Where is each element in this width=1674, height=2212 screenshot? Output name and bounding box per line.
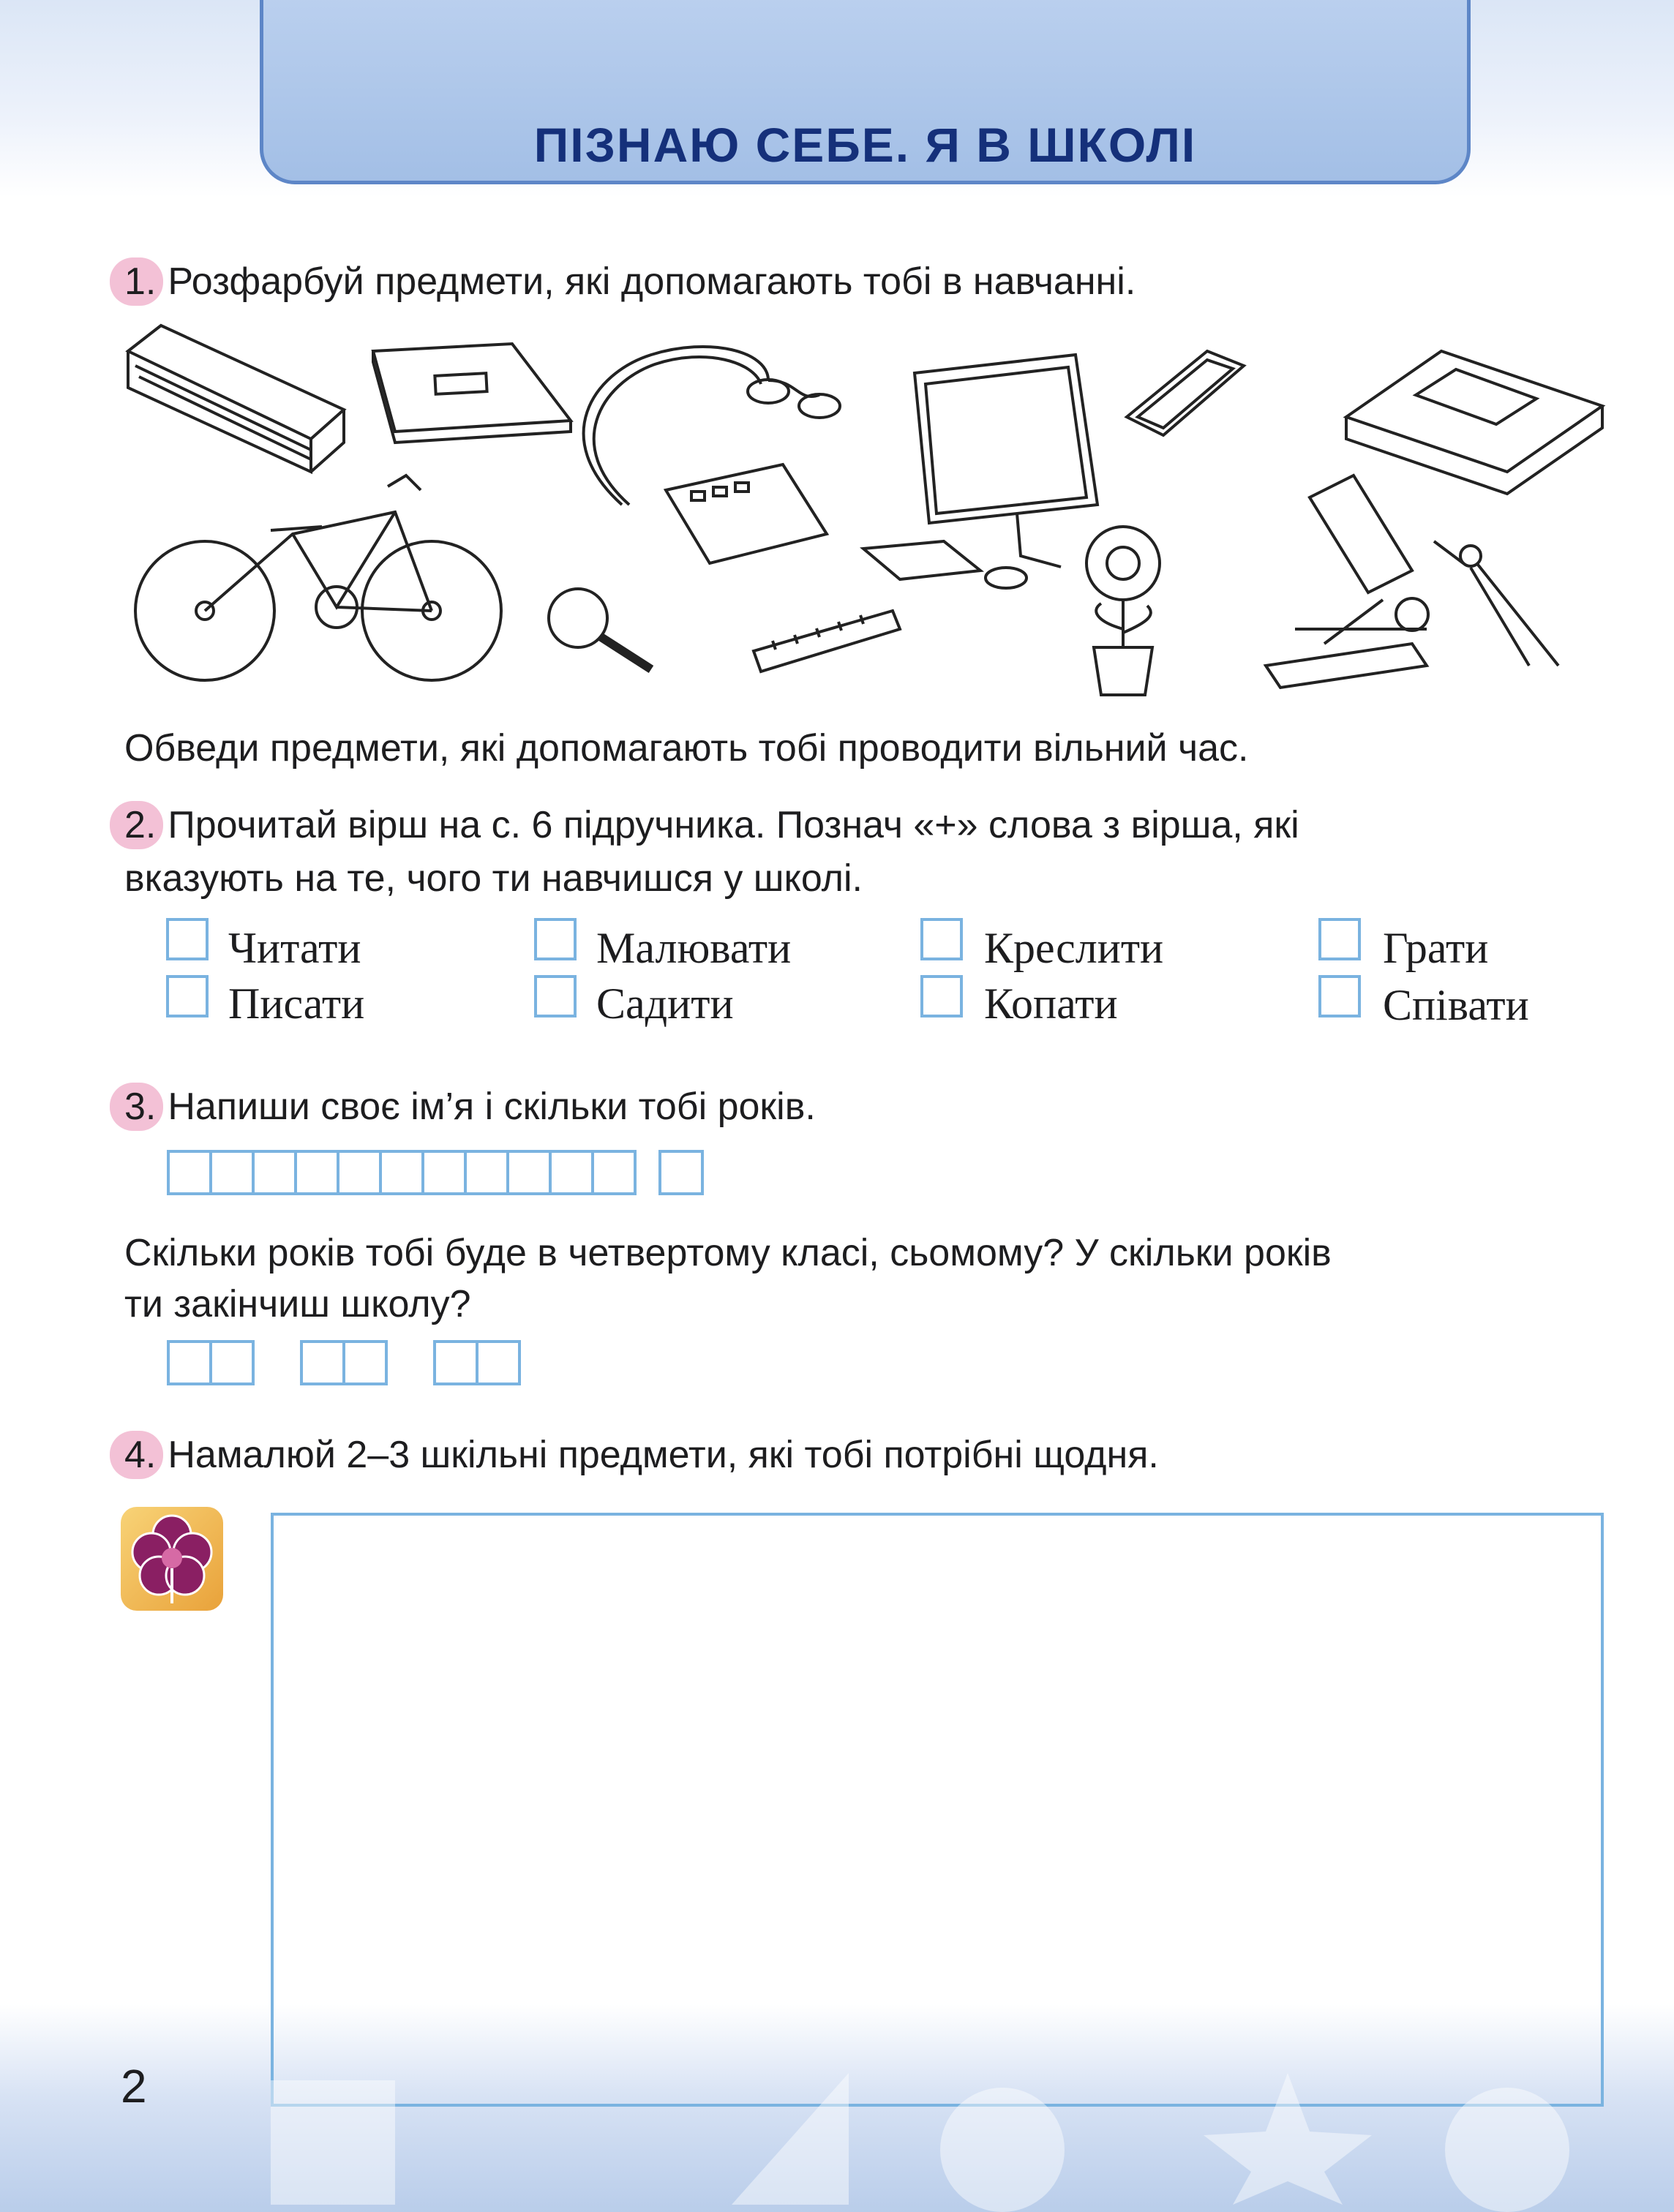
task-3-number: 3. (110, 1083, 163, 1131)
task-1-text: Розфарбуй предмети, які допомагають тобі в навчанні. (168, 260, 1136, 303)
task-4-text: Намалюй 2–3 шкільні предмети, які тобі потрібні щодня. (168, 1434, 1159, 1476)
flower-pot-icon[interactable] (1086, 527, 1160, 695)
checkbox-kreslyty[interactable] (920, 918, 963, 960)
textbook-icon[interactable] (1346, 351, 1602, 494)
page-title: ПІЗНАЮ СЕБЕ. Я В ШКОЛІ (533, 118, 1197, 172)
page-number: 2 (121, 2060, 147, 2113)
age-4th-grade-cells[interactable] (167, 1340, 252, 1385)
checkbox-pysaty[interactable] (166, 975, 209, 1017)
task-1-heading (110, 257, 1136, 306)
task-1-followup: Обведи предмети, які допомагають тобі проводити вільний час. (124, 727, 1249, 770)
task-3-text: Напиши своє ім’я і скільки тобі років. (168, 1086, 816, 1128)
task-2-heading (110, 801, 1299, 849)
word-maliuvaty: Малювати (596, 924, 792, 972)
notebook-icon[interactable] (373, 344, 571, 443)
name-input-cells[interactable] (167, 1150, 634, 1195)
word-sadyty: Садити (596, 979, 734, 1028)
checkbox-spivaty[interactable] (1318, 975, 1361, 1017)
word-spivaty: Співати (1383, 981, 1529, 1029)
task-4-heading (110, 1431, 1159, 1479)
task-1-number: 1. (110, 257, 163, 306)
age-7th-grade-cells[interactable] (300, 1340, 385, 1385)
tablet-icon[interactable] (666, 464, 827, 563)
checkbox-hraty[interactable] (1318, 918, 1361, 960)
checkbox-sadyty[interactable] (534, 975, 577, 1017)
flower-badge-icon (121, 1507, 223, 1611)
decorative-shapes (0, 1993, 1674, 2212)
keyboard-icon[interactable] (863, 541, 1026, 588)
monitor-icon[interactable] (915, 355, 1097, 567)
compass-icon[interactable] (1434, 541, 1558, 666)
task-3-heading (110, 1083, 816, 1131)
bicycle-icon[interactable] (135, 475, 501, 680)
task-2-line-2: вказують на те, чого ти навчишся у школі. (124, 857, 863, 900)
ruler-icon[interactable] (754, 611, 900, 672)
task-2-line-1: Прочитай вірш на с. 6 підручника. Познач «+» слова з вірша, які (168, 804, 1299, 846)
checkbox-kopaty[interactable] (920, 975, 963, 1017)
task-4-number: 4. (110, 1431, 163, 1479)
age-graduation-cells[interactable] (433, 1340, 518, 1385)
word-hraty: Грати (1383, 924, 1489, 972)
book-icon[interactable] (128, 326, 344, 472)
task-3-question-line-1: Скільки років тобі буде в четвертому класі, сьомому? У скільки років (124, 1232, 1332, 1274)
school-items-illustration (124, 322, 1610, 702)
age-input-cell[interactable] (658, 1150, 701, 1195)
checkbox-maliuvaty[interactable] (534, 918, 577, 960)
word-chytaty: Читати (228, 924, 361, 972)
microscope-icon[interactable] (1266, 475, 1428, 688)
task-3-question-line-2: ти закінчиш школу? (124, 1283, 471, 1325)
checkbox-chytaty[interactable] (166, 918, 209, 960)
word-kreslyty: Креслити (984, 924, 1164, 972)
phone-icon[interactable] (1127, 351, 1244, 435)
magnifier-icon[interactable] (549, 589, 651, 669)
task-2-number: 2. (110, 801, 163, 849)
word-kopaty: Копати (984, 979, 1118, 1028)
word-pysaty: Писати (228, 979, 365, 1028)
